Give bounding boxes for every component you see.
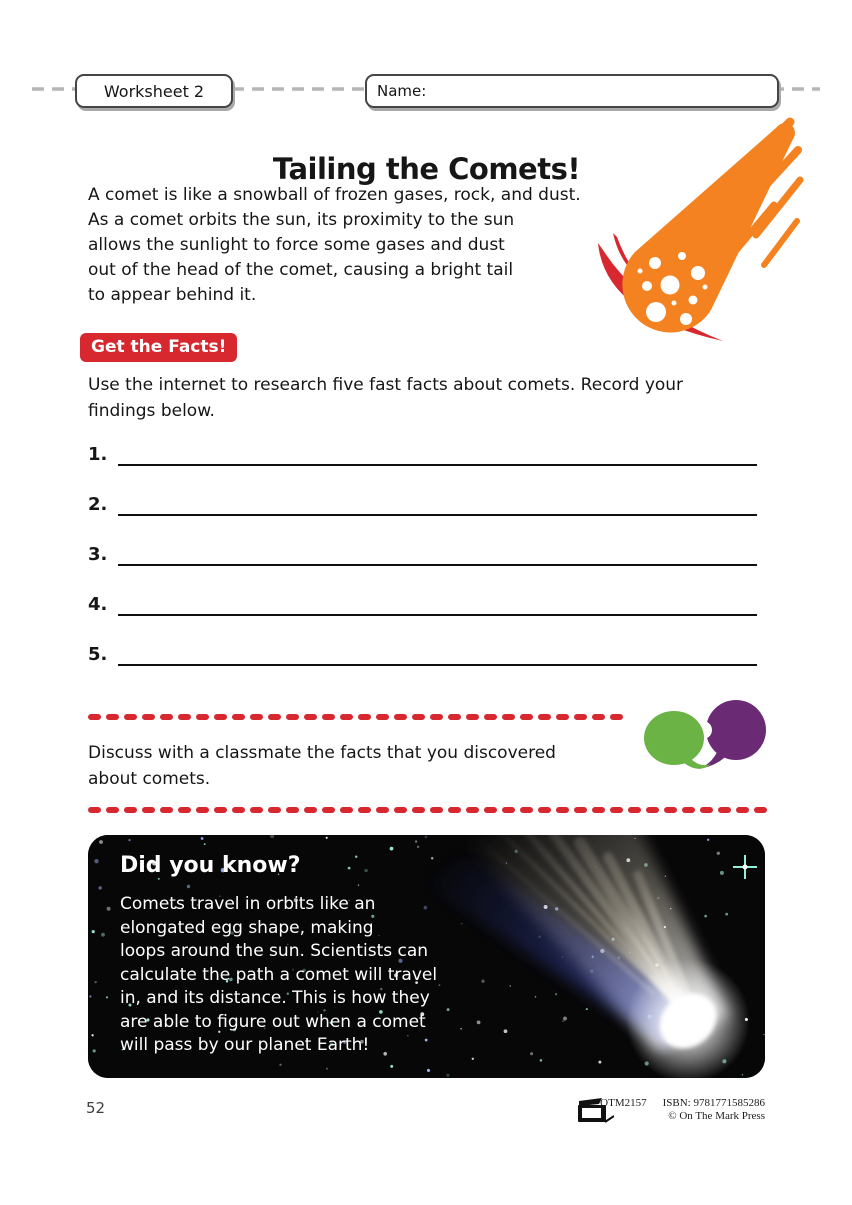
intro-line: A comet is like a snowball of frozen gases, rock, and dust. bbox=[88, 185, 581, 205]
intro-line: As a comet orbits the sun, its proximity to the sun bbox=[88, 210, 515, 230]
worksheet-number-box bbox=[75, 74, 233, 108]
speech-bubbles-icon bbox=[642, 696, 768, 774]
fact-row bbox=[88, 490, 757, 516]
did-you-know-line: will pass by our planet Earth! bbox=[120, 1035, 370, 1055]
comet-illustration bbox=[585, 113, 805, 348]
instructions-line: findings below. bbox=[88, 401, 215, 421]
intro-line: allows the sunlight to force some gases and dust bbox=[88, 235, 505, 255]
fact-answer-line[interactable] bbox=[118, 440, 757, 466]
did-you-know-body bbox=[120, 893, 437, 1058]
fact-answer-line[interactable] bbox=[118, 590, 757, 616]
worksheet-number-label: Worksheet 2 bbox=[103, 81, 205, 101]
did-you-know-line: elongated egg shape, making bbox=[120, 917, 374, 938]
did-you-know-heading: Did you know? bbox=[120, 853, 301, 878]
fact-answer-line[interactable] bbox=[118, 490, 757, 516]
intro-paragraph bbox=[88, 183, 581, 308]
fact-row bbox=[88, 590, 757, 616]
copyright: © On The Mark Press bbox=[668, 1110, 765, 1122]
isbn: ISBN: 9781771585286 bbox=[662, 1097, 765, 1109]
did-you-know-line: calculate the path a comet will travel bbox=[120, 964, 438, 985]
product-code: OTM2157 bbox=[600, 1097, 647, 1109]
fact-number: 4. bbox=[88, 594, 108, 615]
dashed-divider bbox=[86, 805, 770, 815]
did-you-know-line: in, and its distance. This is how they bbox=[120, 988, 430, 1008]
discuss-line: about comets. bbox=[88, 769, 211, 789]
intro-line: to appear behind it. bbox=[88, 285, 257, 305]
footer-publisher-info bbox=[600, 1097, 765, 1123]
fact-number: 2. bbox=[88, 494, 108, 515]
fact-number: 5. bbox=[88, 644, 108, 665]
did-you-know-line: loops around the sun. Scientists can bbox=[120, 941, 429, 961]
did-you-know-line: Comets travel in orbits like an bbox=[120, 894, 376, 914]
fact-row bbox=[88, 640, 757, 666]
discuss-line: Discuss with a classmate the facts that you discovered bbox=[88, 743, 556, 763]
fact-answer-line[interactable] bbox=[118, 540, 757, 566]
fact-row bbox=[88, 440, 757, 466]
discuss-prompt bbox=[88, 740, 556, 792]
page-title: Tailing the Comets! bbox=[272, 152, 581, 187]
instructions-line: Use the internet to research five fast facts about comets. Record your bbox=[88, 375, 684, 395]
fact-answer-line[interactable] bbox=[118, 640, 757, 666]
get-the-facts-badge: Get the Facts! bbox=[80, 333, 237, 362]
fact-number: 1. bbox=[88, 444, 108, 465]
fact-row bbox=[88, 540, 757, 566]
name-field[interactable] bbox=[365, 74, 779, 108]
did-you-know-box bbox=[88, 835, 765, 1078]
page-number: 52 bbox=[86, 1099, 106, 1117]
dashed-divider bbox=[86, 712, 636, 722]
facts-instructions bbox=[88, 372, 683, 424]
fact-number: 3. bbox=[88, 544, 108, 565]
intro-line: out of the head of the comet, causing a bright tail bbox=[88, 260, 514, 280]
did-you-know-line: are able to figure out when a comet bbox=[120, 1011, 426, 1032]
name-label: Name: bbox=[377, 82, 427, 100]
